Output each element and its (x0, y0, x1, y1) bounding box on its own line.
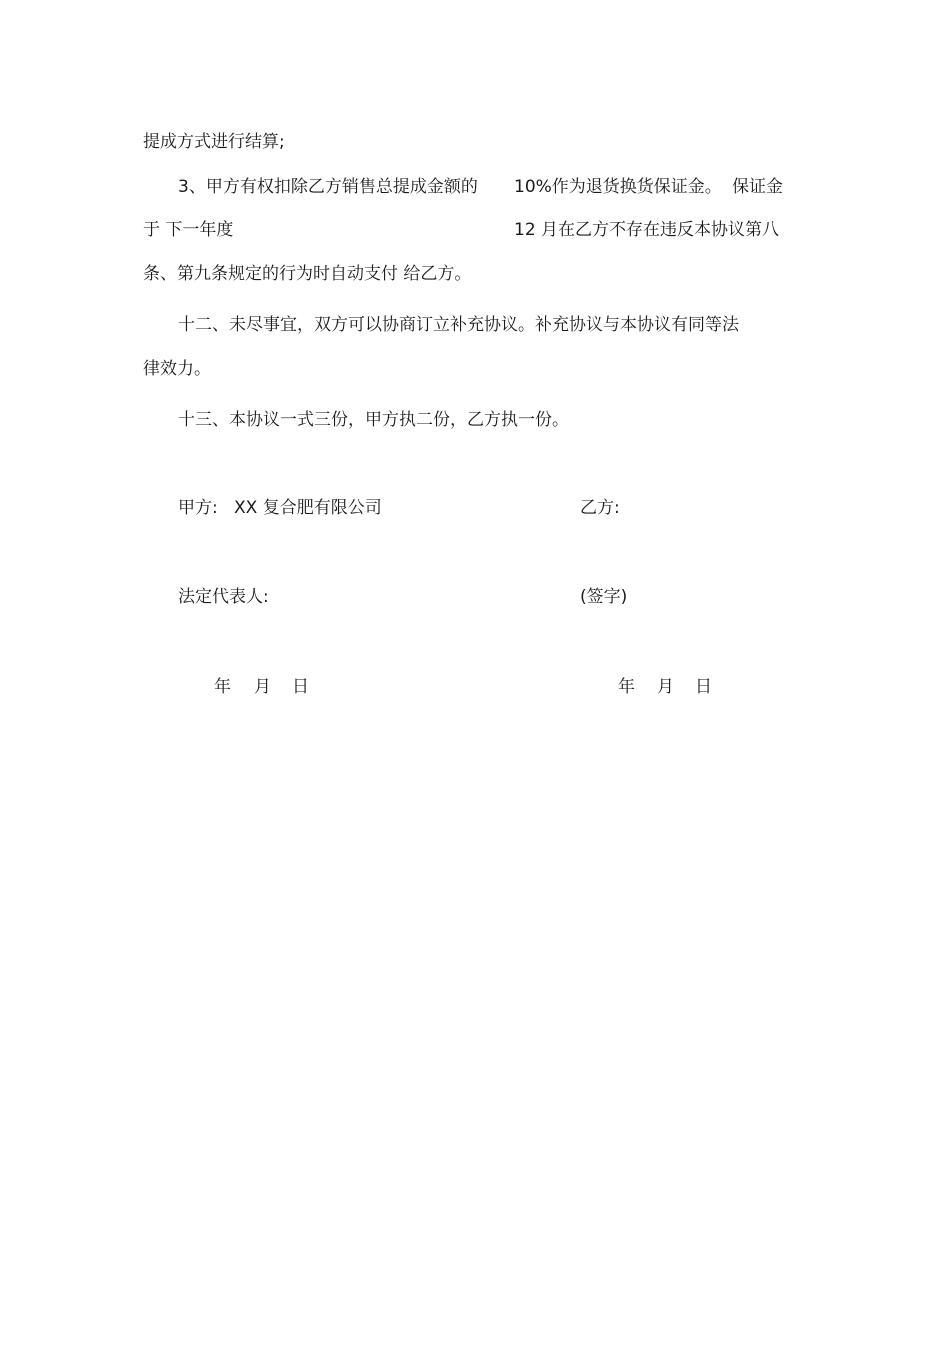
date-a-month: 月 (254, 677, 271, 697)
paragraph-line: 保证金 (732, 177, 783, 197)
date-a-day: 日 (292, 677, 309, 697)
paragraph-line: 条、第九条规定的行为时自动支付 给乙方。 (143, 264, 472, 284)
paragraph-line: 律效力。 (143, 359, 211, 379)
party-a-name: XX 复合肥有限公司 (234, 498, 382, 518)
party-b-label: 乙方: (580, 498, 620, 518)
date-b-year: 年 (618, 677, 635, 697)
legal-rep-label: 法定代表人: (178, 587, 269, 607)
paragraph-line: 十三、本协议一式三份，甲方执二份，乙方执一份。 (178, 410, 569, 430)
paragraph-line: 于 下一年度 (143, 220, 234, 240)
party-a-label: 甲方: (178, 498, 218, 518)
date-b-day: 日 (695, 677, 712, 697)
paragraph-line: 12 月在乙方不存在违反本协议第八 (514, 220, 780, 240)
paragraph-line: 十二、未尽事宜，双方可以协商订立补充协议。补充协议与本协议有同等法 (178, 315, 739, 335)
sign-label: (签字) (580, 587, 628, 607)
paragraph-line: 提成方式进行结算; (143, 132, 285, 152)
paragraph-line: 10%作为退货换货保证金。 (514, 177, 722, 197)
date-a-year: 年 (214, 677, 231, 697)
date-b-month: 月 (657, 677, 674, 697)
paragraph-line: 3、甲方有权扣除乙方销售总提成金额的 (178, 177, 478, 197)
